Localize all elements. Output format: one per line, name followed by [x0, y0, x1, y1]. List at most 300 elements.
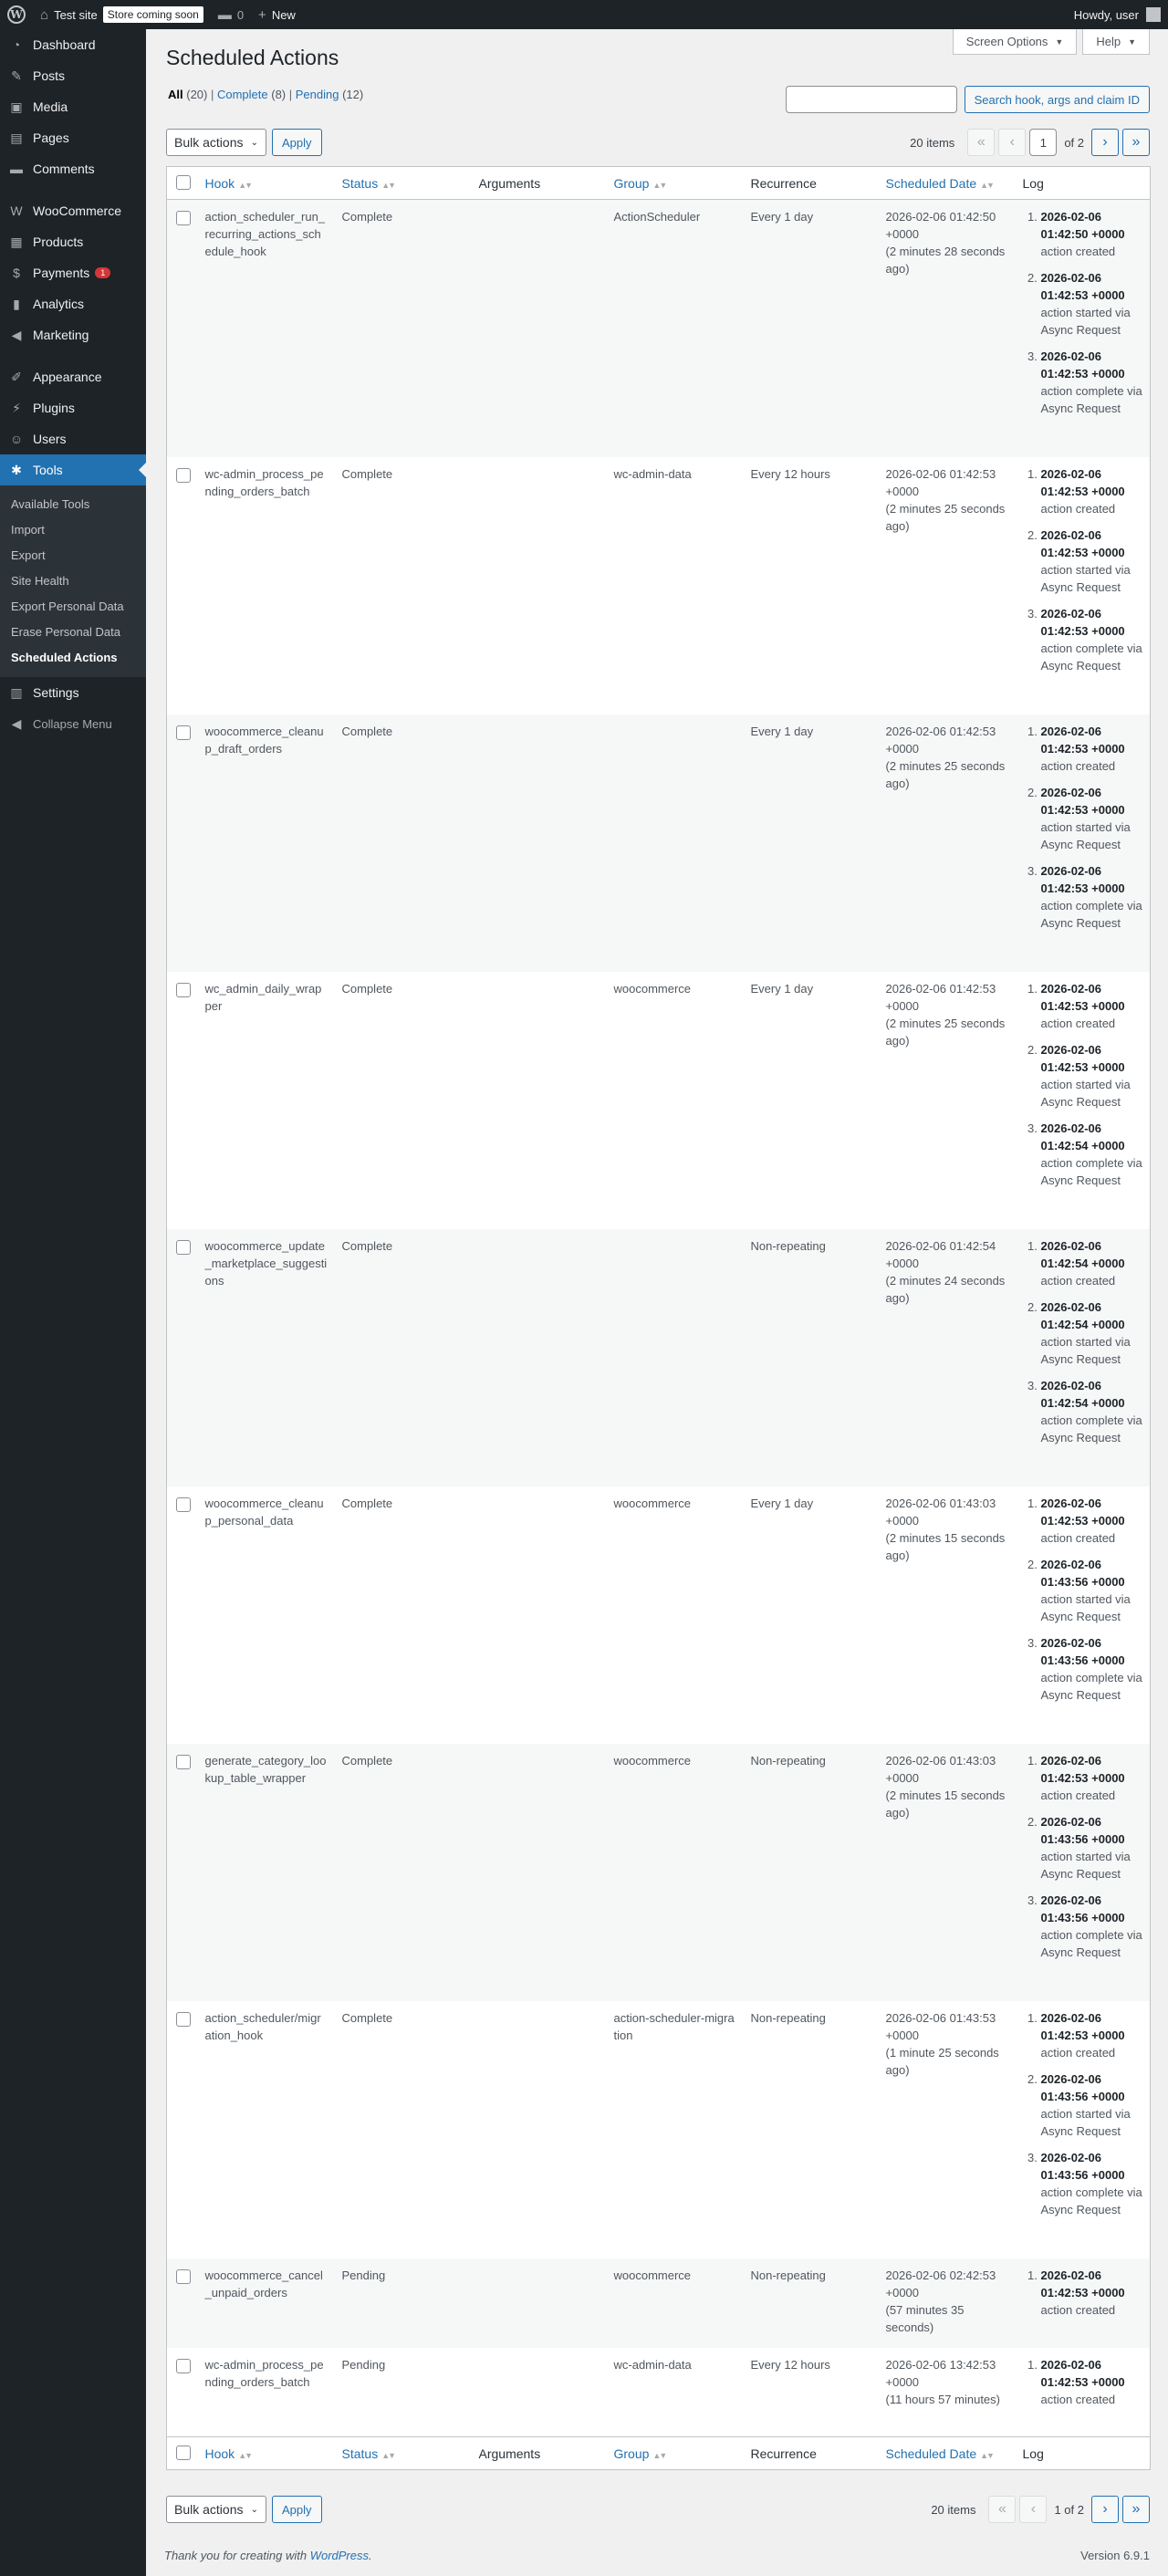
screen-meta-links: [953, 29, 1150, 55]
dashboard-icon: ◔: [12, 37, 21, 52]
cell-recurrence: Non-repeating: [750, 2010, 826, 2025]
sort-icon: ▲▼: [652, 2450, 666, 2460]
log-entry: [1041, 784, 1143, 853]
submenu-item-scheduled-actions[interactable]: Scheduled Actions: [11, 651, 118, 664]
relative-time: (57 minutes 35 seconds): [885, 2302, 965, 2334]
submenu-item-available-tools[interactable]: Available Tools: [11, 497, 90, 511]
sidebar-item-label: Comments: [33, 162, 95, 176]
row-checkbox[interactable]: [176, 2269, 191, 2284]
log-message: action started via Async Request: [1040, 1849, 1131, 1881]
sidebar-item-label: Products: [33, 235, 84, 249]
next-page-button[interactable]: ›: [1091, 2496, 1119, 2523]
site-name: Test site: [54, 7, 98, 22]
row-checkbox-cell: [167, 2258, 198, 2348]
log-message: action created: [1040, 758, 1116, 773]
select-all-checkbox-bottom[interactable]: [176, 2446, 191, 2460]
scheduled-date: 2026-02-06 01:43:53 +0000: [885, 2010, 996, 2042]
products-icon: ▦: [10, 234, 23, 249]
log-entry: [1041, 862, 1143, 932]
sidebar-item-appearance[interactable]: [0, 361, 146, 392]
sidebar-item-pages[interactable]: [0, 122, 146, 153]
cell-group: woocommerce: [613, 2268, 692, 2282]
row-checkbox[interactable]: [176, 725, 191, 740]
cell-arguments: [472, 2258, 607, 2348]
cell-group: ActionScheduler: [613, 210, 701, 224]
log-message: action started via Async Request: [1040, 819, 1131, 851]
sidebar-item-posts[interactable]: [0, 60, 146, 91]
plugin-icon: ⚡: [12, 400, 21, 415]
log-message: action started via Async Request: [1040, 306, 1131, 337]
cell-recurrence: Every 1 day: [750, 724, 814, 738]
sidebar-item-woocommerce[interactable]: [0, 195, 146, 226]
chevron-down-icon: ⌄: [250, 2504, 258, 2515]
relative-time: (2 minutes 25 seconds ago): [885, 501, 1006, 533]
admin-footer: [164, 2549, 1150, 2562]
column-scheduled-date[interactable]: Scheduled Date: [885, 175, 977, 191]
log-message: action complete via Async Request: [1040, 641, 1142, 673]
log-entry: [1041, 2356, 1143, 2408]
comments-link[interactable]: [211, 0, 251, 29]
sidebar-item-label: Settings: [33, 685, 79, 700]
sidebar-item-marketing[interactable]: [0, 319, 146, 350]
media-icon: ▣: [10, 99, 23, 114]
log-timestamp: 2026-02-06 01:42:53 +0000: [1040, 2010, 1125, 2042]
table-row: [167, 457, 1151, 714]
log-message: action complete via Async Request: [1040, 1155, 1142, 1187]
cell-arguments: [472, 1486, 607, 1744]
log-timestamp: 2026-02-06 01:42:53 +0000: [1040, 785, 1125, 817]
sort-icon: ▲▼: [652, 180, 666, 190]
cell-recurrence: Non-repeating: [750, 1753, 826, 1768]
sidebar-item-label: Appearance: [33, 370, 102, 384]
log-entry: [1041, 208, 1143, 260]
sort-icon: ▲▼: [381, 2450, 395, 2460]
log-timestamp: 2026-02-06 01:42:53 +0000: [1040, 2268, 1125, 2300]
wordpress-logo-icon: W: [7, 5, 26, 24]
tools-submenu: [0, 485, 146, 677]
cell-hook: wc-admin_process_pending_orders_batch: [204, 2357, 324, 2389]
filter-complete-count: (8): [271, 88, 287, 101]
log-list: [1023, 1495, 1143, 1704]
relative-time: (11 hours 57 minutes): [885, 2392, 1000, 2406]
column-arguments: Arguments: [478, 175, 541, 191]
log-timestamp: 2026-02-06 01:42:54 +0000: [1040, 1299, 1125, 1331]
admin-sidebar: [0, 29, 146, 2576]
cell-group: wc-admin-data: [613, 2357, 692, 2372]
relative-time: (2 minutes 25 seconds ago): [885, 758, 1006, 790]
log-entry: [1041, 1634, 1143, 1704]
log-timestamp: 2026-02-06 01:42:53 +0000: [1040, 1753, 1125, 1785]
cell-group: woocommerce: [613, 1496, 692, 1510]
home-icon: ⌂: [40, 6, 49, 23]
row-checkbox-cell: [167, 2001, 198, 2258]
cell-scheduled-date: [879, 1744, 1016, 2001]
column-status-footer[interactable]: Status: [341, 2446, 379, 2461]
log-entry: [1041, 1813, 1143, 1882]
column-recurrence: Recurrence: [750, 175, 817, 191]
site-name-link[interactable]: [33, 0, 211, 29]
sidebar-item-payments[interactable]: [0, 257, 146, 288]
cell-scheduled-date: [879, 2348, 1016, 2437]
scheduled-date: 2026-02-06 01:42:54 +0000: [885, 1238, 996, 1270]
log-entry: [1041, 1237, 1143, 1289]
submenu-item-export[interactable]: Export: [11, 548, 46, 562]
cell-hook: action_scheduler_run_recurring_actions_schedule_hook: [204, 210, 326, 258]
settings-icon: ▥: [10, 684, 23, 700]
log-entry: [1041, 527, 1143, 596]
cell-recurrence: Every 1 day: [750, 1496, 814, 1510]
log-timestamp: 2026-02-06 01:42:54 +0000: [1040, 1121, 1125, 1152]
cell-log: [1016, 2348, 1151, 2437]
footer-thanks: Thank you for creating with WordPress.: [164, 2549, 372, 2562]
log-entry: [1041, 605, 1143, 674]
log-entry: [1041, 2267, 1143, 2319]
filter-complete[interactable]: Complete: [216, 88, 268, 101]
caret-down-icon: ▼: [1055, 37, 1064, 47]
log-list: [1023, 1237, 1143, 1446]
sidebar-item-tools[interactable]: [0, 454, 146, 485]
log-entry: [1041, 1120, 1143, 1189]
log-entry: [1041, 1495, 1143, 1547]
log-timestamp: 2026-02-06 01:42:53 +0000: [1040, 466, 1125, 498]
row-checkbox[interactable]: [176, 211, 191, 225]
table-row: [167, 200, 1151, 457]
payments-icon: $: [13, 266, 20, 280]
my-account-link[interactable]: [1074, 7, 1168, 22]
cell-log: [1016, 2001, 1151, 2258]
page-title: Scheduled Actions: [166, 46, 339, 69]
comment-bubble-icon: ▬: [217, 6, 232, 23]
log-list: [1023, 2009, 1143, 2218]
log-list: [1023, 465, 1143, 674]
log-timestamp: 2026-02-06 01:42:53 +0000: [1040, 863, 1125, 895]
cell-recurrence: Non-repeating: [750, 2268, 826, 2282]
sort-icon: ▲▼: [980, 2450, 993, 2460]
log-message: action started via Async Request: [1040, 1591, 1131, 1623]
log-timestamp: 2026-02-06 01:42:50 +0000: [1040, 210, 1125, 241]
log-entry: [1041, 2009, 1143, 2061]
row-checkbox[interactable]: [176, 1755, 191, 1769]
submenu-item-import[interactable]: Import: [11, 523, 45, 537]
prev-page-button: ‹: [1019, 2496, 1047, 2523]
table-header-row: [167, 167, 1151, 200]
cell-arguments: [472, 2001, 607, 2258]
table-body: [167, 200, 1151, 2437]
cell-status: Pending: [341, 2268, 386, 2282]
help-label: Help: [1096, 35, 1121, 48]
log-timestamp: 2026-02-06 01:42:53 +0000: [1040, 1496, 1125, 1528]
new-label: New: [271, 7, 296, 22]
cell-scheduled-date: [879, 972, 1016, 1229]
cell-arguments: [472, 714, 607, 972]
relative-time: (2 minutes 24 seconds ago): [885, 1273, 1006, 1305]
select-all-checkbox[interactable]: [176, 175, 191, 190]
row-checkbox-cell: [167, 457, 198, 714]
log-timestamp: 2026-02-06 01:42:53 +0000: [1040, 606, 1125, 638]
log-message: action complete via Async Request: [1040, 1927, 1142, 1959]
screen-options-label: Screen Options: [965, 35, 1048, 48]
log-timestamp: 2026-02-06 01:42:53 +0000: [1040, 724, 1125, 756]
log-message: action created: [1040, 1788, 1116, 1802]
brush-icon: ✐: [11, 369, 22, 384]
cell-hook: woocommerce_cleanup_personal_data: [204, 1496, 324, 1528]
cell-hook: woocommerce_update_marketplace_suggestions: [204, 1238, 328, 1288]
log-entry: [1041, 348, 1143, 417]
cell-recurrence: Every 12 hours: [750, 466, 830, 481]
bulk-actions-label: Bulk actions: [174, 135, 244, 150]
sidebar-item-label: Plugins: [33, 401, 75, 415]
relative-time: (2 minutes 15 seconds ago): [885, 1530, 1006, 1562]
cell-hook: woocommerce_cleanup_draft_orders: [204, 724, 324, 756]
log-message: action created: [1040, 1530, 1116, 1545]
log-entry: [1041, 980, 1143, 1032]
table-row: [167, 1486, 1151, 1744]
apply-button[interactable]: Apply: [272, 129, 322, 156]
sort-icon: ▲▼: [238, 180, 252, 190]
log-message: action started via Async Request: [1040, 1077, 1131, 1109]
scheduled-date: 2026-02-06 01:42:53 +0000: [885, 466, 996, 498]
collapse-menu-button[interactable]: [0, 708, 146, 739]
filter-pending[interactable]: Pending: [295, 88, 339, 101]
comments-count: 0: [236, 7, 245, 22]
total-pages: of 2: [1064, 135, 1084, 150]
bulk-actions-select[interactable]: [166, 129, 266, 156]
cell-status: Complete: [341, 1753, 393, 1768]
table-row: [167, 972, 1151, 1229]
row-checkbox[interactable]: [176, 468, 191, 483]
log-entry: [1041, 1752, 1143, 1804]
sidebar-item-label: Pages: [33, 130, 69, 145]
prev-page-button: ‹: [998, 129, 1026, 156]
wordpress-link[interactable]: WordPress: [309, 2549, 369, 2562]
log-list: [1023, 1752, 1143, 1961]
filter-all[interactable]: All: [168, 88, 183, 101]
cell-status: Complete: [341, 1238, 393, 1253]
avatar: [1146, 7, 1161, 22]
scheduled-date: 2026-02-06 01:43:03 +0000: [885, 1753, 996, 1785]
row-checkbox[interactable]: [176, 2359, 191, 2373]
cell-group: woocommerce: [613, 981, 692, 996]
log-list: [1023, 723, 1143, 932]
log-message: action complete via Async Request: [1040, 898, 1142, 930]
search-button[interactable]: Search hook, args and claim ID: [965, 86, 1150, 113]
last-page-button[interactable]: »: [1122, 2496, 1150, 2523]
table-row: [167, 2258, 1151, 2348]
sidebar-item-label: Media: [33, 99, 68, 114]
log-message: action created: [1040, 2302, 1116, 2317]
table-row: [167, 1744, 1151, 2001]
log-message: action started via Async Request: [1040, 562, 1131, 594]
log-message: action complete via Async Request: [1040, 384, 1142, 415]
wrench-icon: ✱: [11, 462, 22, 477]
status-filters: All (20) | Complete (8) | Pending (12): [168, 88, 364, 101]
analytics-icon: ▮: [13, 296, 20, 311]
log-entry: [1041, 1041, 1143, 1111]
log-timestamp: 2026-02-06 01:42:53 +0000: [1040, 527, 1125, 559]
row-checkbox-cell: [167, 972, 198, 1229]
sidebar-item-label: Users: [33, 432, 67, 446]
submenu-item-erase-personal-data[interactable]: Erase Personal Data: [11, 625, 120, 639]
collapse-label: Collapse Menu: [33, 716, 112, 731]
column-arguments-footer: Arguments: [478, 2446, 541, 2461]
table-footer-row: [167, 2437, 1151, 2470]
row-checkbox-cell: [167, 200, 198, 457]
chevron-down-icon: ⌄: [250, 137, 258, 148]
search-box: [786, 86, 1150, 113]
cell-group: [607, 1229, 744, 1486]
log-timestamp: 2026-02-06 01:42:53 +0000: [1040, 981, 1125, 1013]
cell-log: [1016, 1486, 1151, 1744]
admin-menu-list: [0, 29, 146, 739]
column-group-footer[interactable]: Group: [613, 2446, 650, 2461]
cell-arguments: [472, 200, 607, 457]
column-status[interactable]: Status: [341, 175, 379, 191]
sidebar-item-plugins[interactable]: [0, 392, 146, 423]
log-entry: [1041, 723, 1143, 775]
pagination-bottom: [931, 2496, 1150, 2523]
sort-icon: ▲▼: [238, 2450, 252, 2460]
cell-hook: generate_category_lookup_table_wrapper: [204, 1753, 327, 1785]
log-message: action created: [1040, 2045, 1116, 2060]
cell-status: Complete: [341, 466, 393, 481]
row-checkbox[interactable]: [176, 1240, 191, 1255]
sidebar-item-products[interactable]: [0, 226, 146, 257]
pin-icon: ✎: [11, 68, 22, 83]
coming-soon-badge[interactable]: Store coming soon: [103, 6, 203, 23]
log-message: action complete via Async Request: [1040, 1413, 1142, 1444]
cell-hook: wc-admin_process_pending_orders_batch: [204, 466, 324, 498]
bulk-actions-label: Bulk actions: [174, 2502, 244, 2517]
cell-group: [607, 714, 744, 972]
cell-log: [1016, 200, 1151, 457]
cell-arguments: [472, 1229, 607, 1486]
cell-arguments: [472, 2348, 607, 2437]
scheduled-date: 2026-02-06 01:42:50 +0000: [885, 210, 996, 241]
cell-group: action-scheduler-migration: [613, 2010, 735, 2042]
relative-time: (2 minutes 15 seconds ago): [885, 1788, 1006, 1820]
row-checkbox[interactable]: [176, 983, 191, 997]
sidebar-item-label: Tools: [33, 463, 63, 477]
column-scheduled-date-footer[interactable]: Scheduled Date: [885, 2446, 977, 2461]
cell-arguments: [472, 972, 607, 1229]
log-list: [1023, 980, 1143, 1189]
log-message: action created: [1040, 1273, 1116, 1288]
sidebar-item-label: Marketing: [33, 328, 89, 342]
column-group[interactable]: Group: [613, 175, 650, 191]
log-timestamp: 2026-02-06 01:42:53 +0000: [1040, 1042, 1125, 1074]
cell-recurrence: Every 1 day: [750, 981, 814, 996]
bulk-actions-select-bottom[interactable]: [166, 2496, 266, 2523]
howdy-text: Howdy, user: [1073, 7, 1139, 22]
apply-button-bottom[interactable]: Apply: [272, 2496, 322, 2523]
cell-log: [1016, 457, 1151, 714]
log-message: action started via Async Request: [1040, 2106, 1131, 2138]
row-checkbox-cell: [167, 1486, 198, 1744]
table-row: [167, 2001, 1151, 2258]
cell-scheduled-date: [879, 457, 1016, 714]
current-page-input[interactable]: 1: [1029, 129, 1057, 156]
tablenav-top: [166, 128, 1150, 157]
screen-options-button[interactable]: [953, 29, 1078, 55]
cell-group: woocommerce: [613, 1753, 692, 1768]
megaphone-icon: ◀: [11, 327, 22, 342]
log-message: action created: [1040, 245, 1116, 258]
cell-recurrence: Every 12 hours: [750, 2357, 830, 2372]
log-timestamp: 2026-02-06 01:42:54 +0000: [1040, 1378, 1125, 1410]
cell-status: Complete: [341, 2010, 393, 2025]
cell-hook: wc_admin_daily_wrapper: [204, 981, 322, 1013]
cell-group: wc-admin-data: [613, 466, 692, 481]
column-hook-footer[interactable]: Hook: [204, 2446, 235, 2461]
pagination-top: [910, 129, 1150, 156]
column-log-footer: Log: [1022, 2446, 1044, 2461]
main-content: [146, 29, 1168, 2576]
log-message: action created: [1040, 501, 1116, 516]
sidebar-item-dashboard[interactable]: [0, 29, 146, 60]
last-page-button[interactable]: »: [1122, 129, 1150, 156]
sidebar-item-comments[interactable]: [0, 153, 146, 184]
cell-status: Complete: [341, 981, 393, 996]
table-row: [167, 2348, 1151, 2437]
cell-scheduled-date: [879, 2001, 1016, 2258]
search-input[interactable]: [786, 86, 957, 113]
row-checkbox-cell: [167, 1229, 198, 1486]
tablenav-bottom: [166, 2495, 1150, 2524]
log-message: action complete via Async Request: [1040, 1670, 1142, 1702]
cell-scheduled-date: [879, 1229, 1016, 1486]
cell-log: [1016, 972, 1151, 1229]
sidebar-item-analytics[interactable]: [0, 288, 146, 319]
filter-all-count: (20): [186, 88, 208, 101]
log-entry: [1041, 1556, 1143, 1625]
caret-down-icon: ▼: [1128, 37, 1136, 47]
log-entry: [1041, 465, 1143, 517]
cell-arguments: [472, 1744, 607, 2001]
filter-pending-count: (12): [342, 88, 364, 101]
items-count: 20 items: [910, 135, 955, 150]
sidebar-item-users[interactable]: [0, 423, 146, 454]
sort-icon: ▲▼: [381, 180, 395, 190]
scheduled-date: 2026-02-06 02:42:53 +0000: [885, 2268, 996, 2300]
help-button[interactable]: [1082, 29, 1150, 55]
log-timestamp: 2026-02-06 01:43:56 +0000: [1040, 1814, 1125, 1846]
table-row: [167, 1229, 1151, 1486]
cell-status: Complete: [341, 210, 393, 224]
next-page-button[interactable]: ›: [1091, 129, 1119, 156]
row-checkbox[interactable]: [176, 2012, 191, 2027]
column-recurrence-footer: Recurrence: [750, 2446, 817, 2461]
sidebar-item-label: Posts: [33, 68, 66, 83]
log-message: action created: [1040, 1016, 1116, 1030]
log-entry: [1041, 269, 1143, 339]
collapse-icon: ◀: [11, 715, 22, 731]
scheduled-actions-table: [166, 166, 1151, 2470]
sidebar-item-media[interactable]: [0, 91, 146, 122]
cell-scheduled-date: [879, 1486, 1016, 1744]
row-checkbox-cell: [167, 1744, 198, 2001]
row-checkbox[interactable]: [176, 1497, 191, 1512]
row-checkbox-cell: [167, 714, 198, 972]
wp-logo-menu[interactable]: [0, 0, 33, 29]
scheduled-date: 2026-02-06 01:42:53 +0000: [885, 724, 996, 756]
submenu-item-export-personal-data[interactable]: Export Personal Data: [11, 600, 124, 613]
new-content-link[interactable]: [251, 0, 303, 29]
submenu-item-site-health[interactable]: Site Health: [11, 574, 69, 588]
sidebar-item-settings[interactable]: [0, 677, 146, 708]
column-hook[interactable]: Hook: [204, 175, 235, 191]
cell-hook: action_scheduler/migration_hook: [204, 2010, 321, 2042]
relative-time: (2 minutes 28 seconds ago): [885, 245, 1006, 276]
